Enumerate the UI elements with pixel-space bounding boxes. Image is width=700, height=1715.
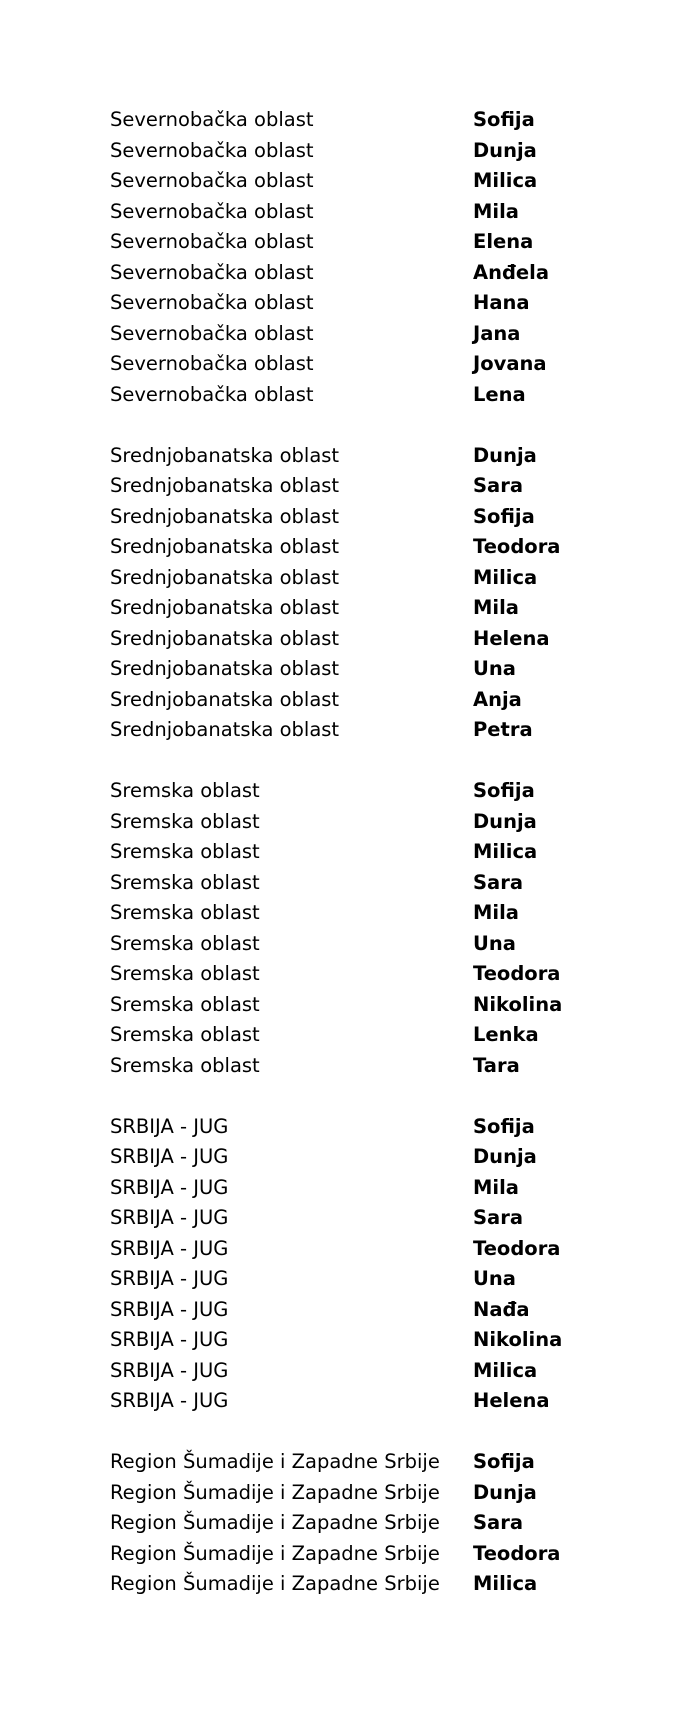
- given-name: Una: [473, 931, 516, 955]
- region-label: Severnobačka oblast: [110, 291, 314, 314]
- list-row: [110, 288, 630, 319]
- given-name: Sara: [473, 1511, 523, 1534]
- list-row: [110, 1569, 630, 1600]
- given-name: Tara: [473, 1053, 520, 1077]
- region-label: Severnobačka oblast: [110, 138, 314, 162]
- given-name: Sofija: [473, 504, 535, 528]
- given-name: Petra: [473, 718, 533, 741]
- given-name: Mila: [473, 596, 519, 619]
- region-label: Region Šumadije i Zapadne Srbije: [110, 1541, 440, 1565]
- region-label: Srednjobanatska oblast: [110, 626, 340, 650]
- region-name-list: [110, 105, 630, 1630]
- region-label: Sremska oblast: [110, 992, 260, 1016]
- list-row: [110, 1478, 630, 1509]
- region-group: [110, 105, 630, 410]
- region-label: SRBIJA - JUG: [110, 1175, 229, 1199]
- list-row: [110, 349, 630, 380]
- given-name: Milica: [473, 565, 538, 589]
- given-name: Teodora: [473, 535, 561, 558]
- region-label: SRBIJA - JUG: [110, 1236, 229, 1260]
- region-label: Sremska oblast: [110, 931, 260, 955]
- given-name: Sofija: [473, 1114, 535, 1138]
- list-row: [110, 1234, 630, 1265]
- given-name: Milica: [473, 840, 538, 863]
- list-row: [110, 1508, 630, 1539]
- list-row: [110, 654, 630, 685]
- list-row: [110, 1356, 630, 1387]
- region-label: Region Šumadije i Zapadne Srbije: [110, 1572, 440, 1595]
- given-name: Teodora: [473, 1236, 561, 1260]
- given-name: Mila: [473, 1175, 519, 1199]
- region-label: Severnobačka oblast: [110, 260, 314, 284]
- region-label: Severnobačka oblast: [110, 108, 314, 131]
- region-label: Srednjobanatska oblast: [110, 504, 340, 528]
- region-label: SRBIJA - JUG: [110, 1206, 229, 1229]
- given-name: Dunja: [473, 138, 537, 162]
- list-row: [110, 929, 630, 960]
- given-name: Sofija: [473, 1450, 535, 1473]
- region-label: SRBIJA - JUG: [110, 1328, 229, 1351]
- given-name: Nikolina: [473, 1328, 563, 1351]
- region-label: Severnobačka oblast: [110, 230, 314, 253]
- list-row: [110, 1173, 630, 1204]
- list-row: [110, 837, 630, 868]
- region-label: Srednjobanatska oblast: [110, 687, 340, 711]
- list-row: [110, 502, 630, 533]
- given-name: Teodora: [473, 1541, 561, 1565]
- given-name: Mila: [473, 901, 519, 924]
- region-label: Srednjobanatska oblast: [110, 443, 340, 467]
- given-name: Nikolina: [473, 992, 563, 1016]
- region-label: SRBIJA - JUG: [110, 1114, 229, 1138]
- region-label: Region Šumadije i Zapadne Srbije: [110, 1480, 440, 1504]
- given-name: Jovana: [473, 352, 547, 375]
- given-name: Helena: [473, 626, 550, 650]
- region-label: Sremska oblast: [110, 901, 260, 924]
- region-label: Region Šumadije i Zapadne Srbije: [110, 1450, 440, 1473]
- list-row: [110, 1051, 630, 1082]
- region-label: Srednjobanatska oblast: [110, 596, 340, 619]
- list-row: [110, 471, 630, 502]
- list-row: [110, 868, 630, 899]
- given-name: Una: [473, 657, 516, 680]
- list-row: [110, 898, 630, 929]
- region-label: Sremska oblast: [110, 962, 260, 985]
- region-label: Sremska oblast: [110, 1053, 260, 1077]
- given-name: Elena: [473, 230, 534, 253]
- list-row: [110, 959, 630, 990]
- list-row: [110, 319, 630, 350]
- list-row: [110, 1325, 630, 1356]
- region-label: Srednjobanatska oblast: [110, 718, 340, 741]
- region-label: Sremska oblast: [110, 779, 260, 802]
- given-name: Lena: [473, 382, 526, 406]
- given-name: Sofija: [473, 779, 535, 802]
- list-row: [110, 380, 630, 411]
- list-row: [110, 197, 630, 228]
- region-label: Sremska oblast: [110, 870, 260, 894]
- given-name: Mila: [473, 199, 519, 223]
- region-group: [110, 776, 630, 1081]
- region-label: Srednjobanatska oblast: [110, 657, 340, 680]
- list-row: [110, 624, 630, 655]
- list-row: [110, 136, 630, 167]
- given-name: Una: [473, 1267, 516, 1290]
- list-row: [110, 593, 630, 624]
- list-row: [110, 715, 630, 746]
- region-label: Severnobačka oblast: [110, 382, 314, 406]
- region-label: Srednjobanatska oblast: [110, 565, 340, 589]
- region-label: Srednjobanatska oblast: [110, 535, 340, 558]
- region-label: Srednjobanatska oblast: [110, 474, 340, 497]
- list-row: [110, 227, 630, 258]
- region-group: [110, 441, 630, 746]
- list-row: [110, 685, 630, 716]
- region-label: SRBIJA - JUG: [110, 1267, 229, 1290]
- given-name: Sara: [473, 870, 523, 894]
- list-row: [110, 1386, 630, 1417]
- list-row: [110, 1539, 630, 1570]
- given-name: Helena: [473, 1389, 550, 1412]
- region-label: Region Šumadije i Zapadne Srbije: [110, 1511, 440, 1534]
- list-row: [110, 441, 630, 472]
- region-label: Severnobačka oblast: [110, 352, 314, 375]
- region-group: [110, 1112, 630, 1417]
- region-label: SRBIJA - JUG: [110, 1297, 229, 1321]
- given-name: Sara: [473, 474, 523, 497]
- given-name: Sara: [473, 1206, 523, 1229]
- region-label: SRBIJA - JUG: [110, 1145, 229, 1168]
- given-name: Sofija: [473, 108, 535, 131]
- region-label: Severnobačka oblast: [110, 169, 314, 192]
- list-row: [110, 563, 630, 594]
- given-name: Anđela: [473, 260, 550, 284]
- given-name: Jana: [473, 321, 521, 345]
- region-label: Sremska oblast: [110, 840, 260, 863]
- given-name: Hana: [473, 291, 530, 314]
- given-name: Milica: [473, 169, 538, 192]
- given-name: Dunja: [473, 1480, 537, 1504]
- region-label: Severnobačka oblast: [110, 321, 314, 345]
- list-row: [110, 105, 630, 136]
- list-row: [110, 166, 630, 197]
- given-name: Milica: [473, 1572, 538, 1595]
- list-row: [110, 1264, 630, 1295]
- given-name: Dunja: [473, 443, 537, 467]
- given-name: Dunja: [473, 1145, 537, 1168]
- region-label: Sremska oblast: [110, 809, 260, 833]
- given-name: Anja: [473, 687, 522, 711]
- region-label: SRBIJA - JUG: [110, 1358, 229, 1382]
- list-row: [110, 258, 630, 289]
- list-row: [110, 1295, 630, 1326]
- region-label: SRBIJA - JUG: [110, 1389, 229, 1412]
- list-row: [110, 1142, 630, 1173]
- list-row: [110, 1203, 630, 1234]
- region-label: Severnobačka oblast: [110, 199, 314, 223]
- list-row: [110, 1447, 630, 1478]
- list-row: [110, 807, 630, 838]
- region-label: Sremska oblast: [110, 1023, 260, 1046]
- given-name: Lenka: [473, 1023, 539, 1046]
- list-row: [110, 532, 630, 563]
- list-row: [110, 1020, 630, 1051]
- list-row: [110, 1112, 630, 1143]
- given-name: Teodora: [473, 962, 561, 985]
- list-row: [110, 990, 630, 1021]
- given-name: Nađa: [473, 1297, 530, 1321]
- given-name: Milica: [473, 1358, 538, 1382]
- region-group: [110, 1447, 630, 1600]
- given-name: Dunja: [473, 809, 537, 833]
- list-row: [110, 776, 630, 807]
